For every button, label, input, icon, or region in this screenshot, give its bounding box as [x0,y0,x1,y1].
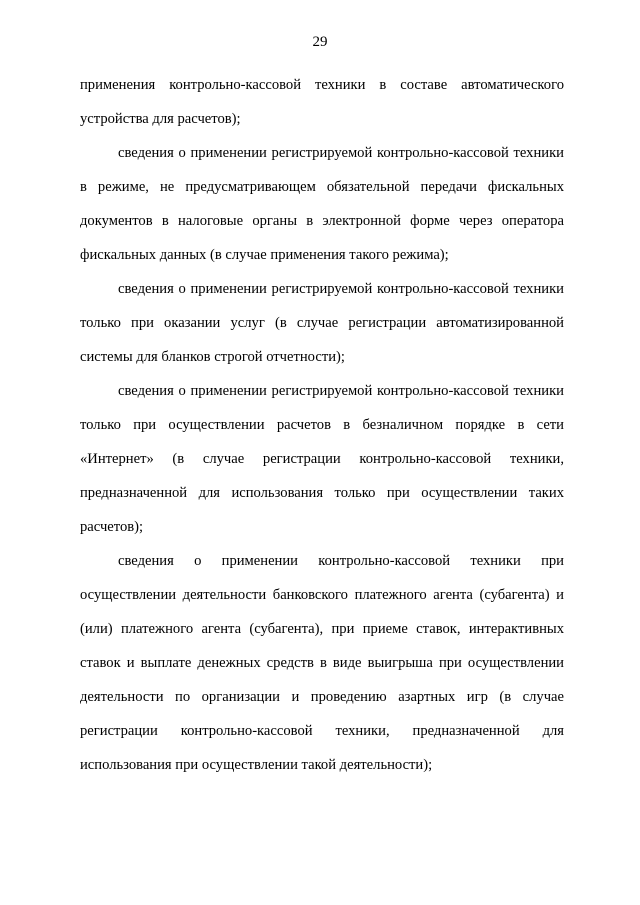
paragraph: сведения о применении контрольно-кассовой техники при осуществлении деятельности банковского платежного агента (субагента) и (или) платежного агента (субагента), при приеме ставок, интерактивных ставок и выплате денежных средств в виде выигрыша при осуществлении деятельности по организации и проведению азартных игр (в случае регистрации контрольно-кассовой техники, предназначенной для использования при осуществлении такой деятельности); [80,553,564,773]
page-number: 29 [312,34,328,50]
paragraph: сведения о применении регистрируемой контрольно-кассовой техники в режиме, не предусматривающем обязательной передачи фискальных документов в налоговые органы в электронной форме через оператора фискальных данных (в случае применения такого режима); [80,145,564,263]
paragraph: сведения о применении регистрируемой контрольно-кассовой техники только при оказании услуг (в случае регистрации автоматизированной системы для бланков строгой отчетности); [80,281,564,365]
document-body [80,68,564,782]
paragraph: сведения о применении регистрируемой контрольно-кассовой техники только при осуществлении расчетов в безналичном порядке в сети «Интернет» (в случае регистрации контрольно-кассовой техники, предназначенной для использования только при осуществлении таких расчетов); [80,383,564,535]
paragraph-continuation: применения контрольно-кассовой техники в составе автоматического устройства для расчетов); [80,77,564,127]
